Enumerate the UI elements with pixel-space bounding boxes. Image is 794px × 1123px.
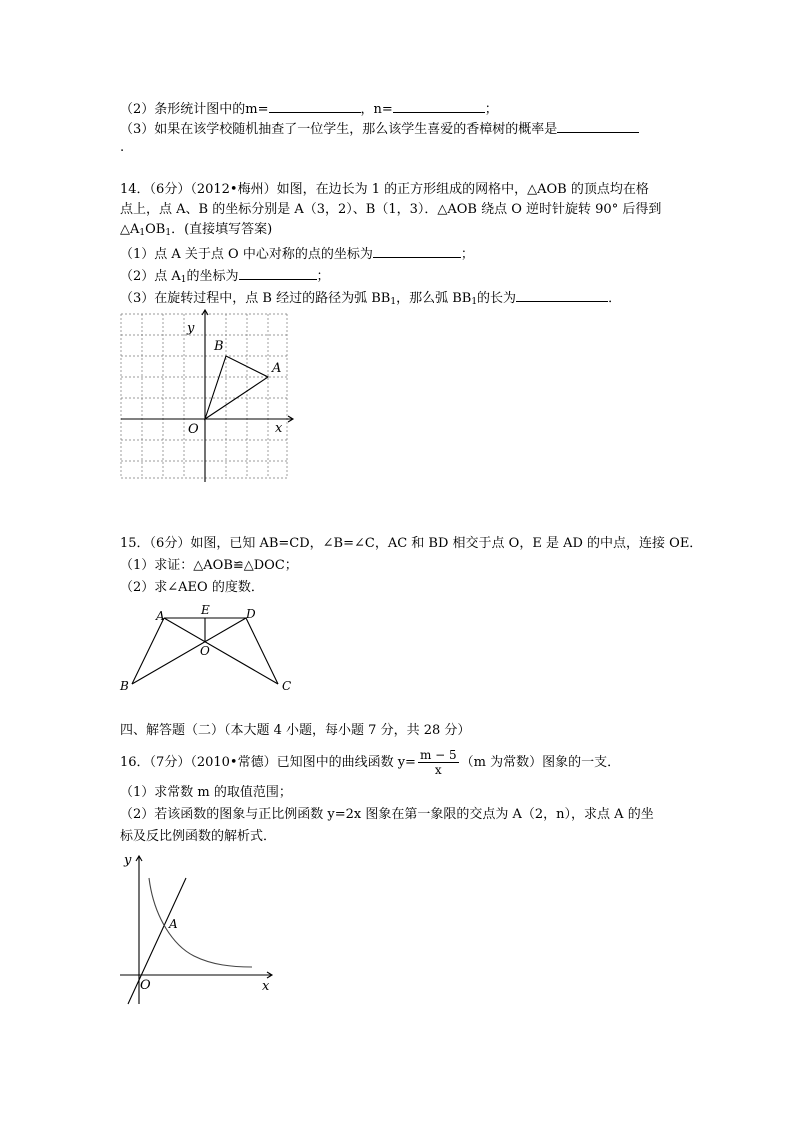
q16-figure: [112, 848, 282, 1008]
q15-figure: [112, 600, 302, 696]
label-b: B: [120, 679, 129, 693]
q15-part1: （1）求证：△AOB≌△DOC；: [120, 558, 298, 573]
q16-part1: （1）求常数 m 的取值范围；: [120, 785, 292, 800]
answer-blank-probability[interactable]: [557, 119, 639, 133]
label-c: C: [282, 679, 292, 693]
line-y-2x: [128, 878, 186, 1004]
q15-part2: （2）求∠AEO 的度数．: [120, 580, 264, 595]
q13-part2: （2）条形统计图中的m= ，n= ；: [120, 99, 498, 119]
answer-blank-n[interactable]: [393, 99, 485, 113]
q14-stem-line3: $\triangle A_1OB_1$．(直接填写答案): [120, 222, 273, 238]
q14-part2: （2）点 $A_1$的坐标为 ；: [120, 266, 330, 289]
q13-part3-end: .: [120, 140, 125, 155]
q14-part3: （3）在旋转过程中，点 B 经过的路径为弧 $BB_1$，那么弧 $BB_1$的长为 ．: [120, 288, 621, 311]
origin-label: O: [188, 422, 199, 437]
q16-stem: 16．（7分）（2010•常德）已知图中的曲线函数 y= $\frac{m - 5}{x}$ （m 为常数）图象的一支．: [120, 748, 621, 777]
section-4-heading: 四、解答题（二）（本大题 4 小题，每小题 7 分，共 28 分）: [120, 723, 471, 738]
axes: [121, 310, 293, 482]
q16-part2-line2: 标及反比例函数的解析式．: [120, 829, 277, 844]
label-d: D: [246, 607, 256, 621]
fraction-m-5-over-x: $\frac{m - 5}{x}$: [419, 748, 457, 777]
answer-blank-arc-length[interactable]: [516, 288, 608, 302]
point-b-label: B: [214, 339, 224, 354]
q14-grid-figure: [112, 306, 298, 486]
answer-blank-a1[interactable]: [239, 266, 317, 280]
y-axis-label: y: [187, 321, 195, 336]
q14-stem-line1: 14．（6分）（2012•梅州）如图，在边长为 1 的正方形组成的网格中，△AOB 的顶点均在格: [120, 182, 649, 197]
q14-stem-line2: 点上，点 A、B 的坐标分别是 A（3，2）、B（1，3）．△AOB 绕点 O 逆时针旋转 90° 后得到: [120, 202, 662, 217]
label-e: E: [201, 603, 210, 617]
point-a-label: A: [169, 917, 178, 931]
answer-blank-symmetric-point[interactable]: [373, 244, 461, 258]
q15-stem: 15．（6分）如图，已知 AB=CD，∠B=∠C，AC 和 BD 相交于点 O，E 是 AD 的中点，连接 OE．: [120, 536, 703, 551]
q13-part3: （3）如果在该学校随机抽查了一位学生，那么该学生喜爱的香樟树的概率是: [120, 119, 639, 139]
grid-lines: [121, 314, 287, 478]
answer-blank-m[interactable]: [269, 99, 361, 113]
label-o: O: [200, 644, 210, 658]
origin-label: O: [140, 978, 151, 993]
triangle-aob: [205, 356, 268, 419]
x-axis-label: x: [275, 421, 283, 436]
y-axis-label: y: [124, 853, 132, 868]
hyperbola-branch: [149, 878, 252, 967]
q16-part2-line1: （2）若该函数的图象与正比例函数 y=2x 图象在第一象限的交点为 A（2，n），求点 A 的坐: [120, 807, 654, 822]
label-a: A: [156, 609, 165, 623]
q14-part1: （1）点 A 关于点 O 中心对称的点的坐标为 ；: [120, 244, 474, 264]
point-a-label: A: [272, 361, 282, 376]
x-axis-label: x: [262, 979, 270, 994]
